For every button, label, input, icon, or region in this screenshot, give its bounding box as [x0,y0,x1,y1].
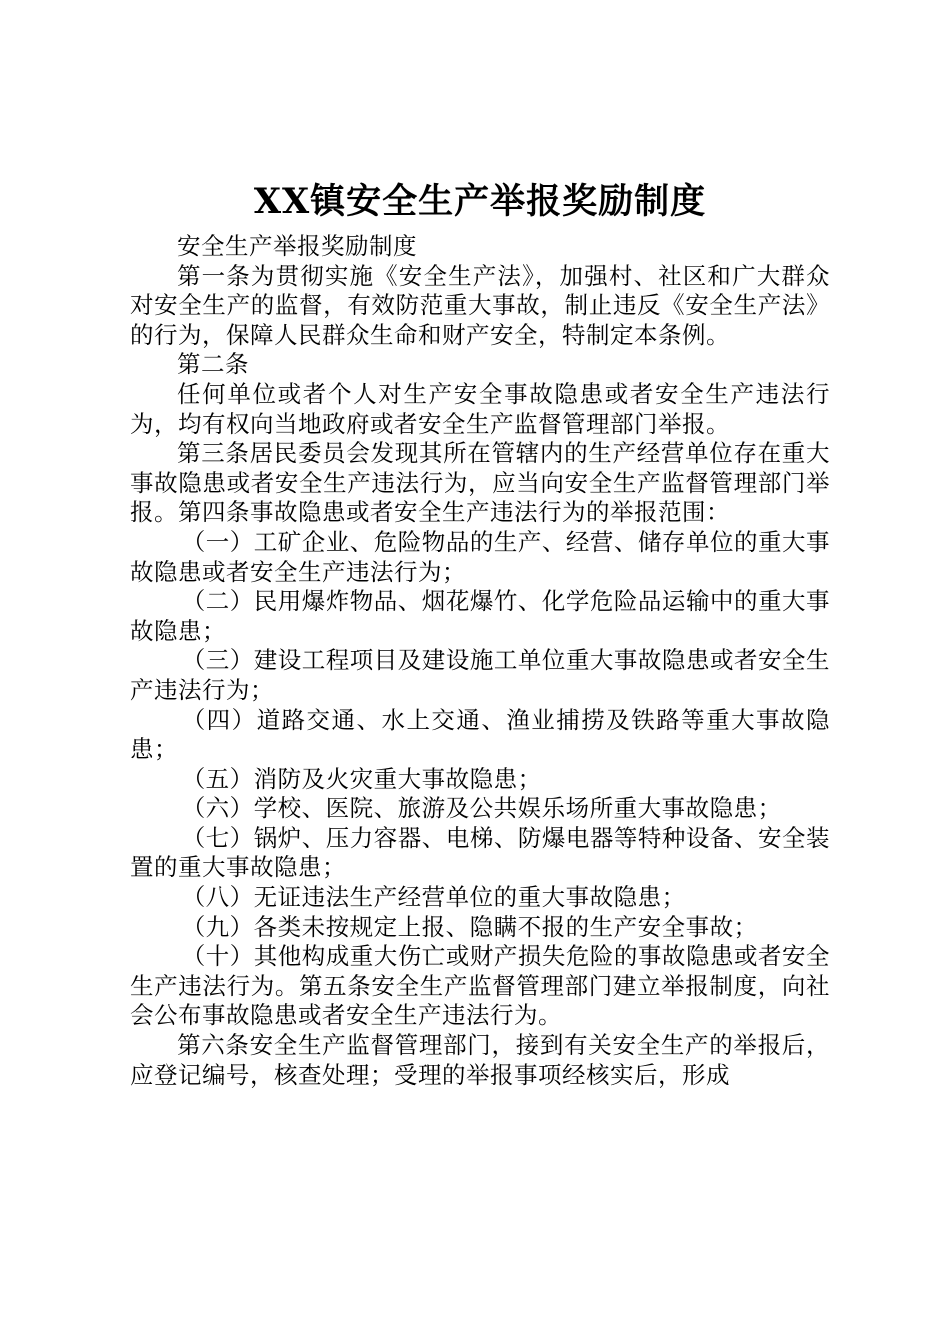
paragraph-article-2-heading: 第二条 [177,350,249,379]
list-item-2: （二）民用爆炸物品、烟花爆竹、化学危险品运输中的重大事故隐患； [130,587,830,645]
list-item-6: （六）学校、医院、旅游及公共娱乐场所重大事故隐患； [181,794,782,823]
paragraph-subtitle: 安全生产举报奖励制度 [177,232,417,260]
list-item-9: （九）各类未按规定上报、隐瞒不报的生产安全事故； [181,912,758,941]
document-page [130,180,830,1090]
list-item-10: （十）其他构成重大伤亡或财产损失危险的事故隐患或者安全生产违法行为。第五条安全生产监督管理部门建立举报制度，向社会公布事故隐患或者安全生产违法行为。 [130,942,830,1030]
list-item-1: （一）工矿企业、危险物品的生产、经营、储存单位的重大事故隐患或者安全生产违法行为； [130,527,830,586]
paragraph-article-3-4: 第三条居民委员会发现其所在管辖内的生产经营单位存在重大事故隐患或者安全生产违法行为，应当向安全生产监督管理部门举报。第四条事故隐患或者安全生产违法行为的举报范围： [130,439,830,527]
list-item-5: （五）消防及火灾重大事故隐患； [181,764,542,793]
document-title: XX镇安全生产举报奖励制度 [253,181,707,222]
paragraph-article-1: 第一条为贯彻实施《安全生产法》，加强村、社区和广大群众对安全生产的监督，有效防范重大事故，制止违反《安全生产法》的行为，保障人民群众生命和财产安全，特制定本条例。 [130,261,830,349]
paragraph-article-2-body: 任何单位或者个人对生产安全事故隐患或者安全生产违法行为，均有权向当地政府或者安全生产监督管理部门举报。 [130,379,830,438]
list-item-7: （七）锅炉、压力容器、电梯、防爆电器等特种设备、安全装置的重大事故隐患； [130,823,830,882]
list-item-4: （四）道路交通、水上交通、渔业捕捞及铁路等重大事故隐患； [130,705,830,764]
paragraph-article-6: 第六条安全生产监督管理部门，接到有关安全生产的举报后，应登记编号，核查处理；受理的举报事项经核实后，形成 [130,1031,830,1089]
list-item-8: （八）无证违法生产经营单位的重大事故隐患； [181,883,686,912]
list-item-3: （三）建设工程项目及建设施工单位重大事故隐患或者安全生产违法行为； [130,646,830,704]
